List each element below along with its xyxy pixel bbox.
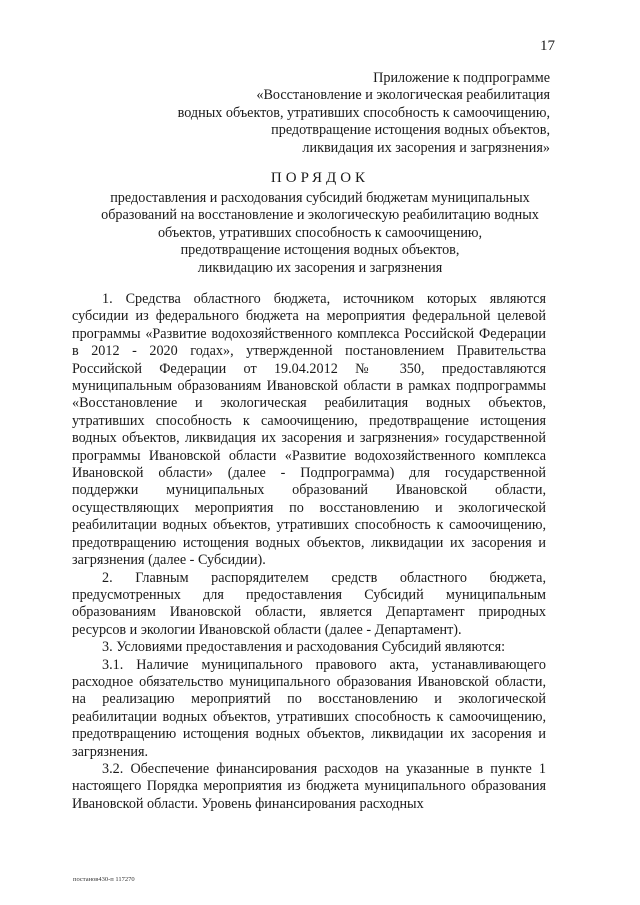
- document-title: ПОРЯДОК: [270, 170, 370, 186]
- appendix-line: Приложение к подпрограмме: [373, 70, 550, 86]
- appendix-line: водных объектов, утративших способность к самоочищению,: [177, 104, 550, 121]
- footer-code: постанов430-п 117270: [73, 876, 135, 883]
- subtitle-line: ликвидацию их засорения и загрязнения: [197, 259, 443, 276]
- subtitle-line: предоставления и расходования субсидий бюджетам муниципальных: [110, 190, 530, 206]
- appendix-line: ликвидация их засорения и загрязнения»: [302, 139, 550, 156]
- subtitle-line: образований на восстановление и экологическую реабилитацию водных: [101, 207, 539, 224]
- appendix-header: [130, 70, 550, 157]
- subtitle-line: объектов, утративших способность к самоочищению,: [157, 224, 483, 241]
- page-number: 17: [540, 38, 555, 54]
- subtitle-line: предотвращение истощения водных объектов,: [180, 242, 460, 259]
- paragraph-3-1: 3.1. Наличие муниципального правового акта, устанавливающего расходное обязательство муниципального образования Ивановской области, на реализацию мероприятий по восстановлению и экологической реабилитации водных объектов, утративших способность к самоочищению, предотвращению истощения водных объектов, ликвидации их засорения и загрязнения.: [72, 656, 546, 760]
- paragraph-1: 1. Средства областного бюджета, источником которых являются субсидии из федерального бюджета на мероприятия федеральной целевой программы «Развитие водохозяйственного комплекса Российской Федерации в 2012 - 2020 годах», утвержденной постановлением Правительства Российской Федерации от 19.04.2012 № 350, предоставляются муниципальным образованиям Ивановской области в рамках подпрограммы «Восстановление и экологическая реабилитация водных объектов, утративших способность к самоочищению, предотвращение истощения водных объектов, ликвидация их засорения и загрязнения» государственной программы Ивановской области «Развитие водохозяйственного комплекса Ивановской области» (далее - Подпрограмма) для государственной поддержки муниципальных образований Ивановской области, осуществляющих мероприятия по восстановлению и экологической реабилитации водных объектов, утративших способность к самоочищению, предотвращению истощения водных объектов, ликвидации их засорения и загрязнения (далее - Субсидии).: [72, 291, 546, 569]
- paragraph-2: 2. Главным распорядителем средств областного бюджета, предусмотренных для предоставления Субсидий муниципальным образованиям Ивановской области, является Департамент природных ресурсов и экологии Ивановской области (далее - Департамент).: [72, 569, 546, 638]
- appendix-line: «Восстановление и экологическая реабилитация: [256, 87, 550, 104]
- document-subtitle: [80, 190, 560, 277]
- appendix-line: предотвращение истощения водных объектов,: [271, 122, 550, 139]
- paragraph-3-2: 3.2. Обеспечение финансирования расходов на указанные в пункте 1 настоящего Порядка мероприятия из бюджета муниципального образования Ивановской области. Уровень финансирования расходных: [72, 760, 546, 812]
- document-body: [72, 291, 546, 813]
- paragraph-3: 3. Условиями предоставления и расходования Субсидий являются:: [102, 639, 506, 656]
